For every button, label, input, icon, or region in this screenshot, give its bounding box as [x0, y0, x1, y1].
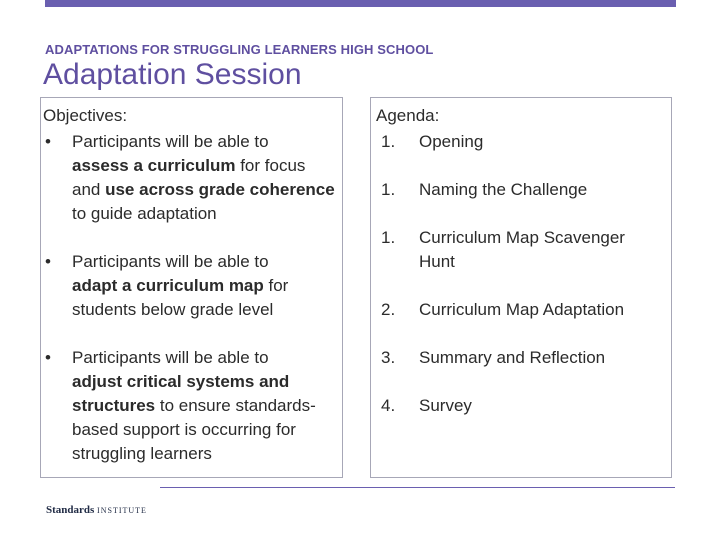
objective-text: based support is occurring for [72, 420, 296, 439]
objectives-box [40, 97, 343, 478]
agenda-label: Survey [419, 396, 472, 415]
objective-emphasis: adapt a curriculum map [72, 276, 264, 295]
objective-text: Participants will be able to [72, 132, 269, 151]
objective-text: to guide adaptation [72, 204, 217, 223]
slide-title: Adaptation Session [43, 58, 302, 91]
objective-emphasis: adjust critical systems and [72, 372, 290, 391]
agenda-number: 1. [381, 228, 396, 247]
agenda-heading: Agenda: [376, 106, 440, 125]
standards-institute-logo [46, 504, 147, 516]
objective-text: to ensure standards- [155, 396, 316, 415]
objective-emphasis: assess a curriculum [72, 156, 236, 175]
footer-divider [160, 487, 675, 488]
objective-text: for [263, 276, 289, 295]
agenda-number: 1. [381, 180, 396, 199]
agenda-label: Hunt [419, 252, 455, 271]
agenda-number: 1. [381, 132, 396, 151]
objective-emphasis: use across grade coherence [105, 180, 335, 199]
agenda-box [370, 97, 672, 478]
bullet-icon: • [45, 348, 51, 367]
objective-text: and [72, 180, 106, 199]
agenda-label: Naming the Challenge [419, 180, 588, 199]
objective-text: students below grade level [72, 300, 274, 319]
agenda-number: 4. [381, 396, 396, 415]
bullet-icon: • [45, 132, 51, 151]
logo-main-text: Standards [46, 504, 95, 516]
objective-text: struggling learners [72, 444, 212, 463]
objective-text: for focus [235, 156, 306, 175]
agenda-label: Curriculum Map Scavenger [419, 228, 625, 247]
agenda-label: Summary and Reflection [419, 348, 606, 367]
objectives-heading: Objectives: [43, 106, 128, 125]
objective-emphasis: structures [72, 396, 156, 415]
slide-supertitle: ADAPTATIONS FOR STRUGGLING LEARNERS HIGH SCHOOL [45, 42, 434, 57]
agenda-label: Curriculum Map Adaptation [419, 300, 625, 319]
agenda-label: Opening [419, 132, 484, 151]
agenda-number: 3. [381, 348, 396, 367]
top-accent-bar [45, 0, 676, 7]
logo-sub-text: INSTITUTE [97, 506, 147, 515]
objective-text: Participants will be able to [72, 252, 269, 271]
agenda-number: 2. [381, 300, 396, 319]
objective-text: Participants will be able to [72, 348, 269, 367]
bullet-icon: • [45, 252, 51, 271]
